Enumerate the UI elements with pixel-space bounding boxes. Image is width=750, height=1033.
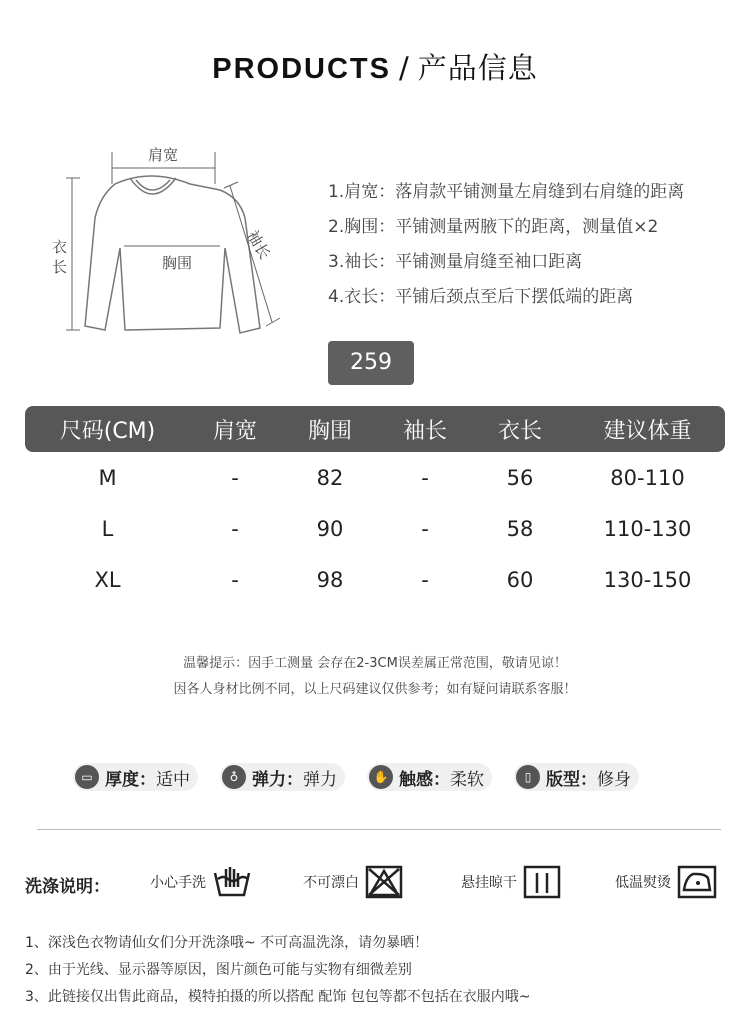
property-pill <box>220 763 345 791</box>
table-cell: 110-130 <box>603 516 692 541</box>
table-row <box>25 503 725 554</box>
table-cell: - <box>421 465 429 490</box>
book-icon: ▯ <box>516 765 540 789</box>
table-row <box>25 452 725 503</box>
header-length: 衣长 <box>497 418 542 444</box>
chest-label: 胸围 <box>162 254 193 272</box>
style-code-badge: 259 <box>328 341 414 385</box>
property-value: 弹力 <box>303 769 337 790</box>
table-cell: 80-110 <box>610 465 685 490</box>
property-value: 修身 <box>597 769 631 790</box>
note-item: 3.袖长：平铺测量肩缝至袖口距离 <box>328 252 583 272</box>
table-cell: L <box>101 516 114 541</box>
measurement-diagram <box>40 138 290 338</box>
header-sep: / <box>398 51 410 85</box>
sleeve-label: 袖长 <box>243 227 274 263</box>
table-cell: 58 <box>506 516 534 541</box>
property-key: 厚度： <box>105 769 156 790</box>
header-sleeve: 袖长 <box>402 418 447 444</box>
note-item: 4.衣长：平铺后颈点至后下摆低端的距离 <box>328 287 634 307</box>
table-cell: XL <box>94 567 121 592</box>
length-label-top: 衣 <box>52 238 68 256</box>
wash-item <box>303 862 403 902</box>
table-cell: 56 <box>506 465 534 490</box>
shoulder-label: 肩宽 <box>148 146 179 164</box>
table-cell: - <box>231 465 239 490</box>
wash-item <box>461 862 561 902</box>
header-zh: 产品信息 <box>417 51 538 85</box>
wash-item <box>615 862 717 902</box>
table-cell: 98 <box>316 567 344 592</box>
property-key: 触感： <box>399 769 450 790</box>
fabric-properties <box>73 763 639 791</box>
footnote: 3、此链接仅出售此商品，模特拍摄的所以搭配 配饰 包包等都不包括在衣服内哦~ <box>25 989 531 1005</box>
touch-icon: ✋ <box>369 765 393 789</box>
property-pill <box>73 763 198 791</box>
wash-label: 不可漂白 <box>303 875 359 891</box>
table-cell: M <box>98 465 117 490</box>
hand-wash-icon <box>212 865 252 899</box>
washing-title: 洗涤说明： <box>25 877 110 897</box>
hang-dry-icon <box>523 865 561 899</box>
property-value: 适中 <box>156 769 190 790</box>
shirt-icon: ♁ <box>222 765 246 789</box>
tip-line: 因各人身材比例不同，以上尺码建议仅供参考；如有疑问请联系客服！ <box>173 682 577 697</box>
table-cell: 82 <box>316 465 344 490</box>
header-weight: 建议体重 <box>603 418 692 444</box>
wash-label: 悬挂晾干 <box>461 875 517 891</box>
wash-item <box>150 862 252 902</box>
property-key: 弹力： <box>252 769 303 790</box>
table-row <box>25 554 725 605</box>
note-item: 2.胸围：平铺测量两腋下的距离，测量值×2 <box>328 217 659 237</box>
header-en: PRODUCTS <box>212 53 391 85</box>
header-chest: 胸围 <box>307 418 352 444</box>
folder-icon: ▭ <box>75 765 99 789</box>
table-cell: - <box>421 567 429 592</box>
washing-instructions <box>25 862 735 902</box>
header-size: 尺码(CM) <box>59 418 156 444</box>
no-bleach-icon <box>365 865 403 899</box>
property-value: 柔软 <box>450 769 484 790</box>
table-cell: - <box>231 516 239 541</box>
section-divider <box>37 829 721 830</box>
header-shoulder: 肩宽 <box>212 418 257 444</box>
measurement-notes <box>328 178 684 318</box>
property-pill <box>514 763 639 791</box>
low-iron-icon <box>677 865 717 899</box>
note-item: 1.肩宽：落肩款平铺测量左肩缝到右肩缝的距离 <box>328 182 685 202</box>
footnote: 2、由于光线、显示器等原因，图片颜色可能与实物有细微差别 <box>25 962 412 978</box>
table-cell: - <box>421 516 429 541</box>
length-label-bottom: 长 <box>52 258 68 276</box>
property-key: 版型： <box>546 769 597 790</box>
table-header <box>25 406 725 452</box>
table-cell: 90 <box>316 516 344 541</box>
table-cell: 60 <box>506 567 534 592</box>
table-cell: 130-150 <box>603 567 692 592</box>
wash-label: 小心手洗 <box>150 875 206 891</box>
table-cell: - <box>231 567 239 592</box>
page-header <box>0 46 750 87</box>
property-pill <box>367 763 492 791</box>
wash-label: 低温熨烫 <box>615 875 671 891</box>
size-table <box>25 406 725 605</box>
tip-line: 温馨提示：因手工测量 会存在2-3CM误差属正常范围，敬请见谅！ <box>183 656 567 671</box>
footnote: 1、深浅色衣物请仙女们分开洗涤哦~ 不可高温洗涤，请勿暴晒！ <box>25 935 429 951</box>
